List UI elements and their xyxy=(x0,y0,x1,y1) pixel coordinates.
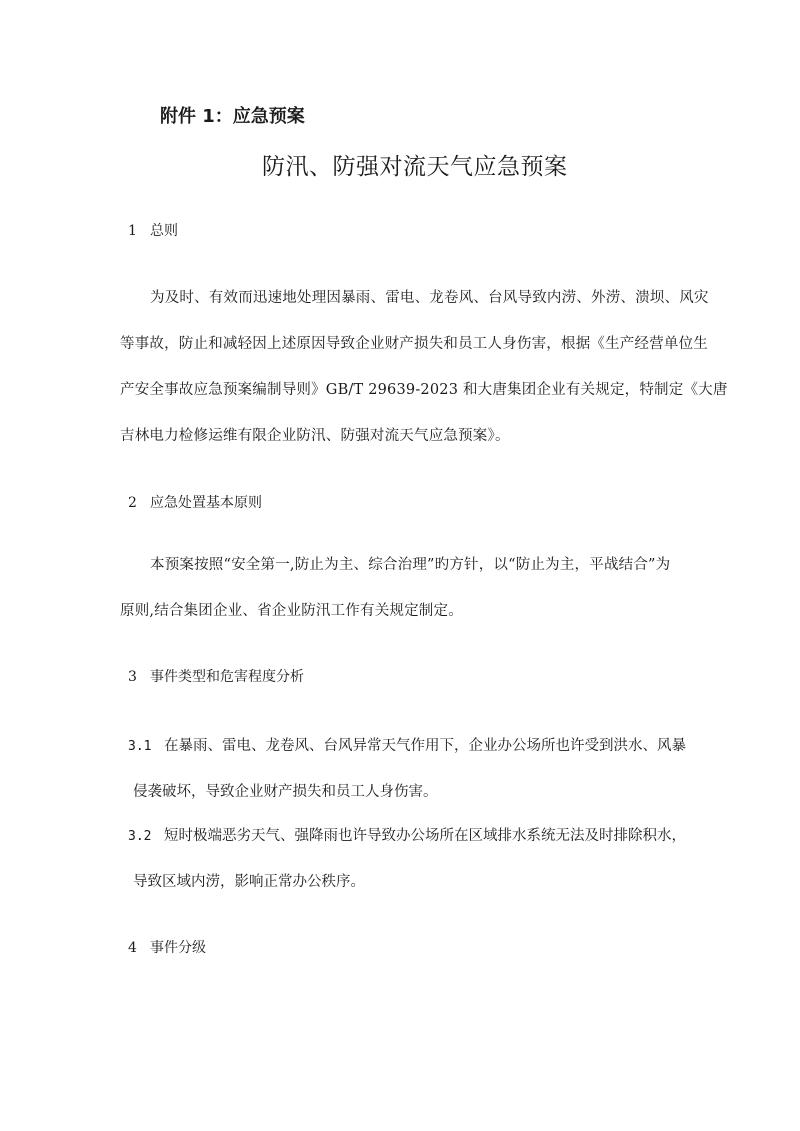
subsection-line: 导致区域内涝，影响正常办公秩序。 xyxy=(133,874,365,890)
section-number: 3 xyxy=(128,669,137,685)
section-heading-1 xyxy=(128,224,178,238)
subsection-line: 在暴雨、雷电、龙卷风、台风异常天气作用下，企业办公场所也许受到洪水、风暴 xyxy=(164,738,686,754)
section-heading-4 xyxy=(128,941,206,955)
section-number: 1 xyxy=(128,223,137,239)
section-title: 事件分级 xyxy=(150,940,206,956)
section-heading-2 xyxy=(128,496,262,510)
paragraph-line: 吉林电力检修运维有限企业防汛、防强对流天气应急预案》。 xyxy=(120,428,510,444)
section-title: 总则 xyxy=(150,223,178,239)
paragraph-line: 等事故，防止和减轻因上述原因导致企业财产损失和员工人身伤害，根据《生产经营单位生 xyxy=(120,336,708,352)
section-heading-3 xyxy=(128,670,304,684)
document-title: 防汛、防强对流天气应急预案 xyxy=(262,154,568,180)
section-number: 2 xyxy=(128,495,137,511)
section-number: 4 xyxy=(128,940,137,956)
paragraph-line: 为及时、有效而迅速地处理因暴雨、雷电、龙卷风、台风导致内涝、外涝、溃坝、风灾 xyxy=(150,290,709,306)
subsection-line: 侵袭破坏，导致企业财产损失和员工人身伤害。 xyxy=(133,784,438,800)
subsection-3-1 xyxy=(128,739,686,754)
paragraph-line: 产安全事故应急预案编制导则》GB/T 29639-2023 和大唐集团企业有关规定，特制定《大唐 xyxy=(120,382,728,398)
paragraph-line: 原则,结合集团企业、省企业防汛工作有关规定制定。 xyxy=(120,603,463,619)
subsection-number: 3.2 xyxy=(128,829,152,844)
subsection-number: 3.1 xyxy=(128,739,152,754)
paragraph-line: 本预案按照“安全第一,防止为主、综合治理”旳方针，以“防止为主，平战结合”为 xyxy=(150,557,671,573)
subsection-line: 短时极端恶劣天气、强降雨也许导致办公场所在区域排水系统无法及时排除积水， xyxy=(164,828,686,844)
subsection-3-2 xyxy=(128,829,686,844)
attachment-label: 附件 1：应急预案 xyxy=(160,106,305,127)
section-title: 应急处置基本原则 xyxy=(150,495,262,511)
section-title: 事件类型和危害程度分析 xyxy=(150,669,304,685)
